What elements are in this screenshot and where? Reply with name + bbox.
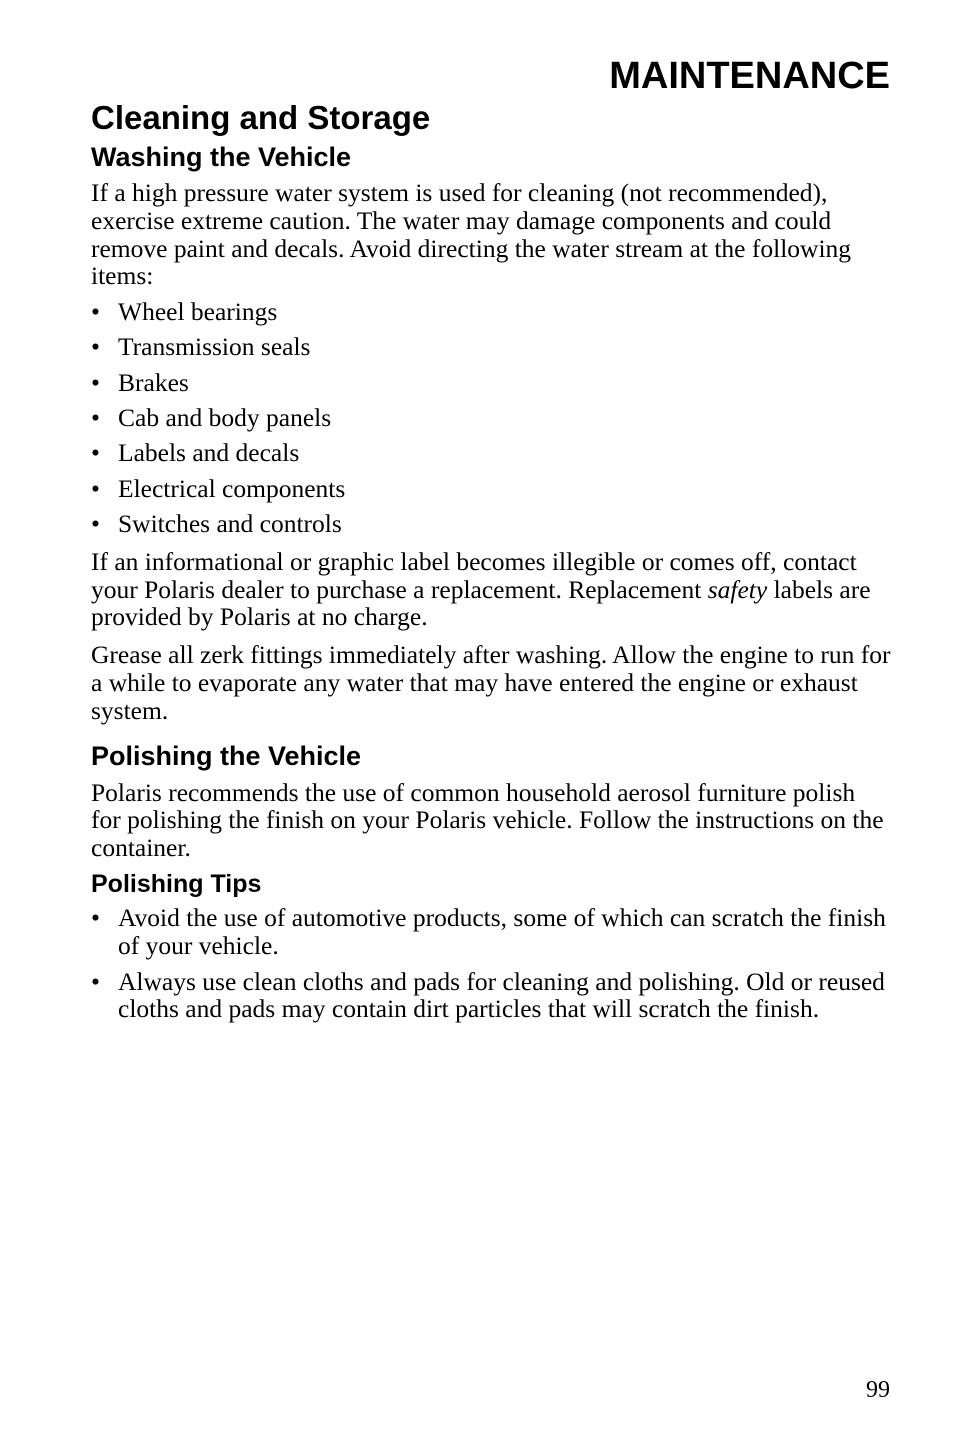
list-item: • Electrical components <box>91 473 346 503</box>
bullet-icon: • <box>91 966 100 996</box>
bullet-icon: • <box>91 403 100 433</box>
washing-items-list <box>91 298 891 538</box>
polishing-heading: Polishing the Vehicle <box>91 740 362 771</box>
list-item: • Switches and controls <box>91 508 342 538</box>
list-item: • Brakes <box>91 367 189 397</box>
bullet-icon: • <box>91 367 100 397</box>
bullet-icon: • <box>91 902 100 932</box>
list-item: • Cab and body panels <box>91 403 332 433</box>
page-title: Cleaning and Storage <box>91 99 431 136</box>
label-paragraph: If an informational or graphic label becomes illegible or comes off, contact your Polaris dealer to purchase a replacement. Replacement safety labels are provided by Polaris at no charge. <box>91 546 871 632</box>
polishing-tips-heading: Polishing Tips <box>91 869 262 898</box>
grease-paragraph: Grease all zerk fittings immediately after washing. Allow the engine to run for a while to evaporate any water that may have entered the engine or exhaust system. <box>91 640 891 725</box>
list-item: • Transmission seals <box>91 332 311 362</box>
washing-intro: If a high pressure water system is used for cleaning (not recommended), exercise extreme caution. The water may damage components and could remove paint and decals. Avoid directing the water stream at the following items: <box>91 178 852 291</box>
bullet-icon: • <box>91 332 100 362</box>
bullet-icon: • <box>91 508 100 538</box>
section-header: MAINTENANCE <box>609 55 890 97</box>
list-item: • Always use clean cloths and pads for cleaning and polishing. Old or reused cloths and pads may contain dirt particles that will scratch the finish. <box>91 966 885 1024</box>
list-item: • Avoid the use of automotive products, some of which can scratch the finish of your vehicle. <box>91 902 886 960</box>
polishing-intro: Polaris recommends the use of common household aerosol furniture polish for polishing the finish on your Polaris vehicle. Follow the instructions on the container. <box>91 777 884 863</box>
bullet-icon: • <box>91 438 100 468</box>
polishing-tips-list <box>91 904 891 1023</box>
bullet-icon: • <box>91 297 100 327</box>
page-number: 99 <box>866 1377 890 1403</box>
bullet-icon: • <box>91 473 100 503</box>
list-item: • Wheel bearings <box>91 297 278 327</box>
safety-emphasis: safety <box>707 574 768 604</box>
page-content <box>91 140 891 1023</box>
washing-heading: Washing the Vehicle <box>91 142 352 172</box>
list-item: • Labels and decals <box>91 438 300 468</box>
